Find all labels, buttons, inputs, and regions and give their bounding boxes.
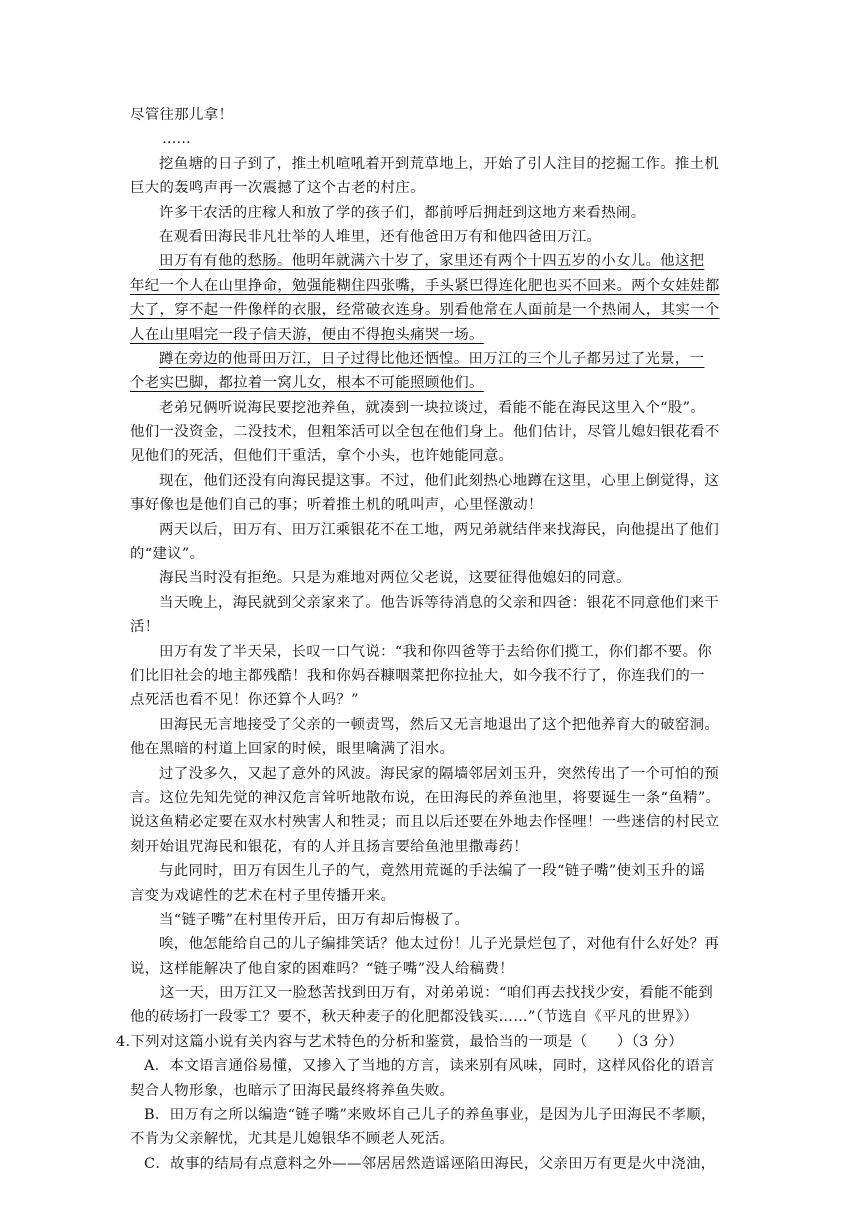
text-line: 挖鱼塘的日子到了，推土机喧吼着开到荒草地上，开始了引人注目的挖掘工作。推土机 xyxy=(159,155,720,172)
text-line: 他的砖场打一段零工？要不，秋天种麦子的化肥都没钱买……”（节选自《平凡的世界》） xyxy=(130,1009,699,1026)
text-line: 巨大的轰鸣声再一次震撼了这个古老的村庄。 xyxy=(130,180,425,197)
text-line: 年纪一个人在山里挣命，勉强能糊住四张嘴，手头紧巴得连化肥也买不回来。两个女娃娃都 xyxy=(130,277,720,294)
text-line: 事好像也是他们自己的事；听着推土机的吼叫声，心里怪激动！ xyxy=(130,497,543,514)
answer-option-line: A．本文语言通俗易懂，又掺入了当地的方言，读来别有风味，同时，这样风俗化的语言 xyxy=(144,1058,715,1075)
text-line: 见他们的死活，但他们干重活，拿个小头，也许她能同意。 xyxy=(130,448,514,465)
text-line: 当“链子嘴”在村里传开后，田万有却后悔极了。 xyxy=(159,911,470,928)
text-line: 在观看田海民非凡壮举的人堆里，还有他爸田万有和他四爸田万江。 xyxy=(159,228,602,245)
text-line: 他在黑暗的村道上回家的时候，眼里噙满了泪水。 xyxy=(130,741,455,758)
text-line: 契合人物形象，也暗示了田海民最终将养鱼失败。 xyxy=(130,1082,455,1099)
text-line: 言变为戏谑性的艺术在村子里传播开来。 xyxy=(130,887,396,904)
text-line: 田万有有他的愁肠。他明年就满六十岁了，家里还有两个十四五岁的小女儿。他这把 xyxy=(159,253,705,270)
answer-option-line: C．故事的结局有点意料之外——邻居居然造谣诬陷田海民，父亲田万有更是火中浇油， xyxy=(144,1155,716,1172)
document-page xyxy=(116,103,730,1176)
text-line: 现在，他们还没有向海民提这事。不过，他们此刻热心地蹲在这里，心里上倒觉得，这 xyxy=(159,472,720,489)
text-line: 不肯为父亲解忧，尤其是儿媳银华不顾老人死活。 xyxy=(130,1131,455,1148)
text-line: 当天晚上，海民就到父亲家来了。他告诉等待消息的父亲和四爸：银花不同意他们来干 xyxy=(159,594,720,611)
text-line: 田万有发了半天呆，长叹一口气说：“我和你四爸等于去给你们揽工，你们都不要。你 xyxy=(159,643,713,660)
text-line: 刻开始诅咒海民和银花，有的人并且扬言要给鱼池里撒毒药！ xyxy=(130,838,528,855)
text-line: 大了，穿不起一件像样的衣服，经常破衣连身。别看他常在人面前是一个热闹人，其实一个 xyxy=(130,302,720,319)
text-line: 蹲在旁边的他哥田万江，日子过得比他还恓惶。田万江的三个儿子都另过了光景，一 xyxy=(159,350,705,367)
text-line: 老弟兄俩听说海民要挖池养鱼，就凑到一块拉谈过，看能不能在海民这里入个“股”。 xyxy=(159,399,706,416)
answer-option-line: B．田万有之所以编造“链子嘴”来败坏自己儿子的养鱼事业，是因为儿子田海民不孝顺， xyxy=(144,1107,716,1124)
text-line: 过了没多久，又起了意外的风波。海民家的隔墙邻居刘玉升，突然传出了一个可怕的预 xyxy=(159,765,720,782)
text-line: …… xyxy=(162,131,191,148)
text-line: 与此同时，田万有因生儿子的气，竟然用荒诞的手法编了一段“链子嘴”使刘玉升的谣 xyxy=(159,863,706,880)
text-line: 说，这样能解决了他自家的困难吗？“链子嘴”没人给稿费！ xyxy=(130,960,514,977)
text-line: 他们一没资金，二没技术，但粗笨活可以全包在他们身上。他们估计，尽管儿媳妇银花看不 xyxy=(130,424,720,441)
text-line: 唉，他怎能给自己的儿子编排笑话？他太过份！儿子光景烂包了，对他有什么好处？再 xyxy=(159,936,720,953)
text-line: 这一天，田万江又一脸愁苦找到田万有，对弟弟说：“咱们再去找找少安，看能不能到 xyxy=(160,985,714,1002)
text-line: 个老实巴脚，都拉着一窝儿女，根本不可能照顾他们。 xyxy=(130,375,484,392)
question-text: 4.下列对这篇小说有关内容与艺术特色的分析和鉴赏，最恰当的一项是（ ）（3 分） xyxy=(116,1033,684,1050)
text-line: 人在山里唱完一段子信天游，便由不得抱头痛哭一场。 xyxy=(130,326,484,343)
text-line: 许多干农活的庄稼人和放了学的孩子们，都前呼后拥赶到这地方来看热闹。 xyxy=(159,204,646,221)
text-line: 尽管往那儿拿！ xyxy=(130,107,234,123)
text-line: 两天以后，田万有、田万江乘银花不在工地，两兄弟就结伴来找海民，向他提出了他们 xyxy=(159,521,720,538)
text-line: 言。这位先知先觉的神汉危言耸听地散布说，在田海民的养鱼池里，将要诞生一条“鱼精”。 xyxy=(130,789,721,806)
text-line: 们比旧社会的地主都残酷！我和你妈吞糠咽菜把你拉扯大，如今我不行了，你连我们的一 xyxy=(130,667,705,684)
text-line: 田海民无言地接受了父亲的一顿责骂，然后又无言地退出了这个把他养育大的破窑洞。 xyxy=(159,716,720,733)
text-line: 活！ xyxy=(130,619,160,636)
text-line: 点死活也看不见！你还算个人吗？” xyxy=(130,692,359,709)
text-line: 说这鱼精必定要在双水村殃害人和牲灵；而且以后还要在外地去作怪哩！一些迷信的村民立 xyxy=(130,814,720,831)
text-line: 海民当时没有拒绝。只是为难地对两位父老说，这要征得他媳妇的同意。 xyxy=(159,570,631,587)
text-line: 的“建议”。 xyxy=(130,546,205,563)
